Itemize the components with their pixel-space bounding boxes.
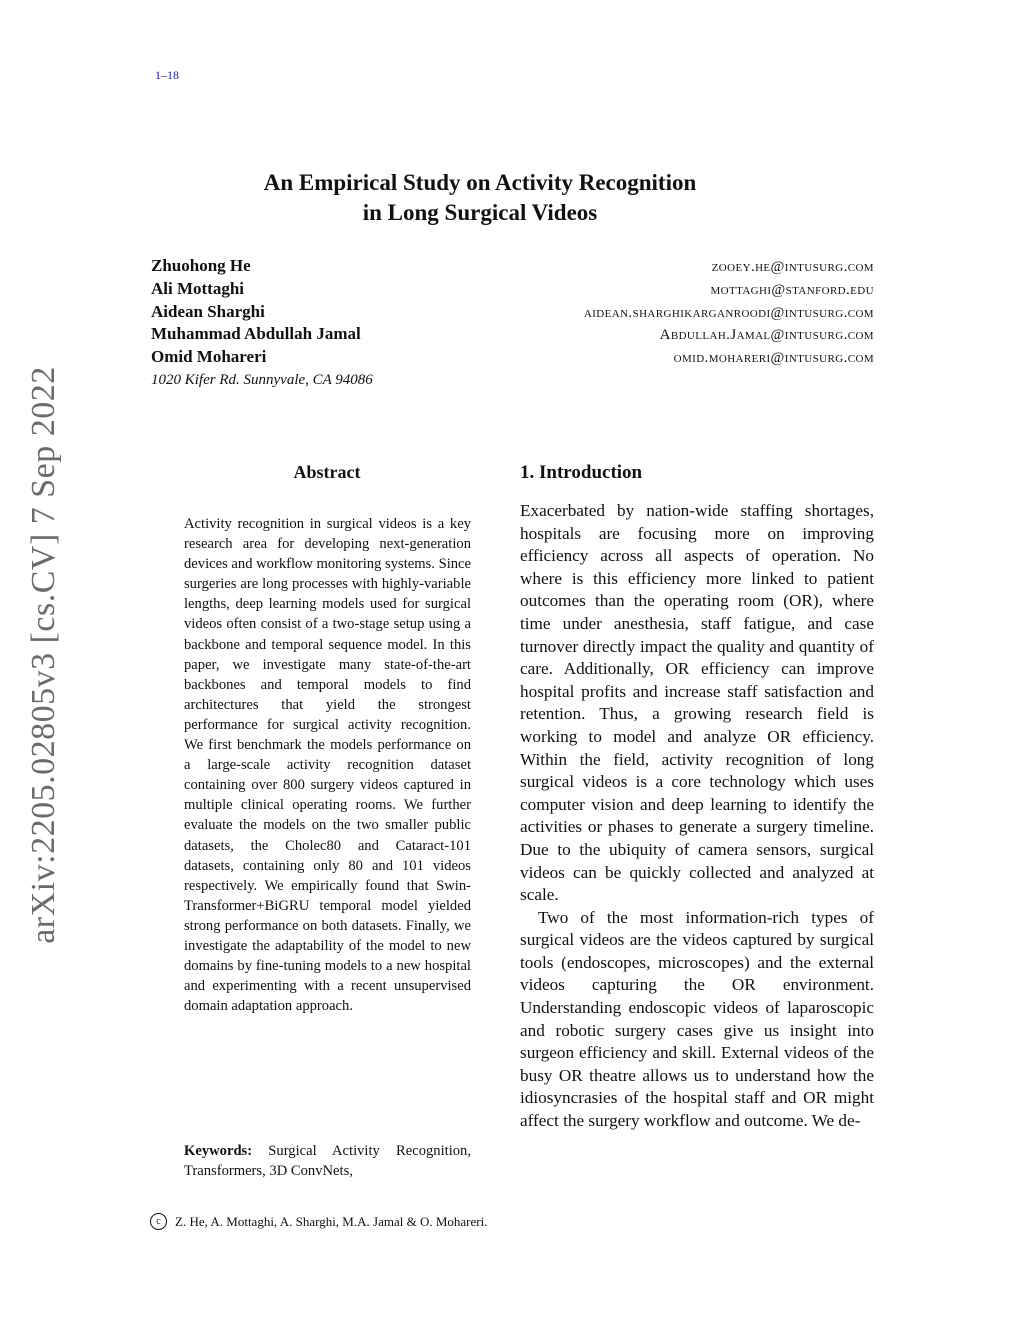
- author-row: [151, 302, 874, 325]
- author-name: Aidean Sharghi: [151, 301, 265, 321]
- author-row: [151, 279, 874, 302]
- page-range: 1–18: [155, 68, 179, 82]
- author-name: Omid Mohareri: [151, 347, 267, 367]
- author-email[interactable]: omid.mohareri@intusurg.com: [673, 350, 874, 367]
- author-email[interactable]: zooey.he@intusurg.com: [711, 259, 874, 275]
- author-name: Zhuohong He: [151, 256, 251, 275]
- author-name: Muhammad Abdullah Jamal: [151, 324, 361, 344]
- author-email[interactable]: Abdullah.Jamal@intusurg.com: [659, 327, 874, 344]
- abstract-heading: Abstract: [293, 462, 361, 482]
- title-line-2: in Long Surgical Videos: [362, 200, 598, 225]
- title-line-1: An Empirical Study on Activity Recognition: [263, 170, 697, 195]
- arxiv-identifier: arXiv:2205.02805v3 [cs.CV] 7 Sep 2022: [25, 366, 62, 944]
- author-row: [151, 347, 874, 370]
- author-email[interactable]: aidean.sharghikarganroodi@intusurg.com: [583, 304, 874, 321]
- author-row: [151, 324, 874, 347]
- keywords-list: Surgical Activity Recognition, Transformers, 3D ConvNets,: [184, 1143, 471, 1180]
- copyright-text: Z. He, A. Mottaghi, A. Sharghi, M.A. Jamal & O. Mohareri.: [175, 1213, 488, 1229]
- author-row: [151, 256, 874, 279]
- introduction-body: [520, 500, 874, 1133]
- author-address: 1020 Kifer Rd. Sunnyvale, CA 94086: [151, 371, 373, 388]
- author-name: Ali Mottaghi: [151, 278, 245, 298]
- copyright-icon: c: [150, 1213, 167, 1230]
- paper-title: [150, 168, 810, 228]
- author-block: [151, 256, 874, 389]
- abstract-body: Activity recognition in surgical videos is a key research area for developing next-generation devices and workflow monitoring systems. Since surgeries are long processes with highly-variable lengths, deep learning models used for surgical videos often consist of a two-stage setup using a backbone and temporal sequence model. In this paper, we investigate many state-of-the-art backbones and temporal models to find architectures that yield the strongest performance for surgical activity recognition. We first benchmark the models performance on a large-scale activity recognition dataset containing over 800 surgery videos captured in multiple clinical operating rooms. We further evaluate the models on the two smaller public datasets, the Cholec80 and Cataract-101 datasets, containing only 80 and 101 videos respectively. We empirically found that Swin-Transformer+BiGRU temporal model yielded strong performance on both datasets. Finally, we investigate the adaptability of the model to new domains by fine-tuning models to a new hospital and experimenting with a recent unsupervised domain adaptation approach.: [184, 516, 471, 1015]
- copyright-footer: [150, 1213, 487, 1230]
- intro-paragraph: Two of the most information-rich types of surgical videos are the videos captured by surgical tools (endoscopes, microscopes) and the external videos capturing the OR environment. Understanding endoscopic videos of laparoscopic and robotic surgery cases give us insight into surgeon efficiency and skill. External videos of the busy OR theatre allows us to understand how the idiosyncrasies of the hospital staff and OR might affect the surgery workflow and outcome. We de-: [520, 907, 874, 1131]
- introduction-heading: 1. Introduction: [520, 462, 643, 483]
- keywords: [184, 1141, 471, 1181]
- intro-paragraph: Exacerbated by nation-wide staffing shortages, hospitals are focusing more on improving efficiency across all aspects of operation. No where is this efficiency more linked to patient outcomes than the operating room (OR), where time under anesthesia, staff fatigue, and case turnover directly impact the quality and quantity of care. Additionally, OR efficiency can improve hospital profits and increase staff satisfaction and retention. Thus, a growing research field is working to model and analyze OR efficiency. Within the field, activity recognition of long surgical videos is a core technology which uses computer vision and deep learning to identify the activities or phases to generate a surgery timeline. Due to the ubiquity of camera sensors, surgical videos can be quickly collected and analyzed at scale.: [520, 501, 874, 905]
- keywords-label: Keywords:: [184, 1143, 253, 1159]
- author-email[interactable]: mottaghi@stanford.edu: [710, 281, 874, 298]
